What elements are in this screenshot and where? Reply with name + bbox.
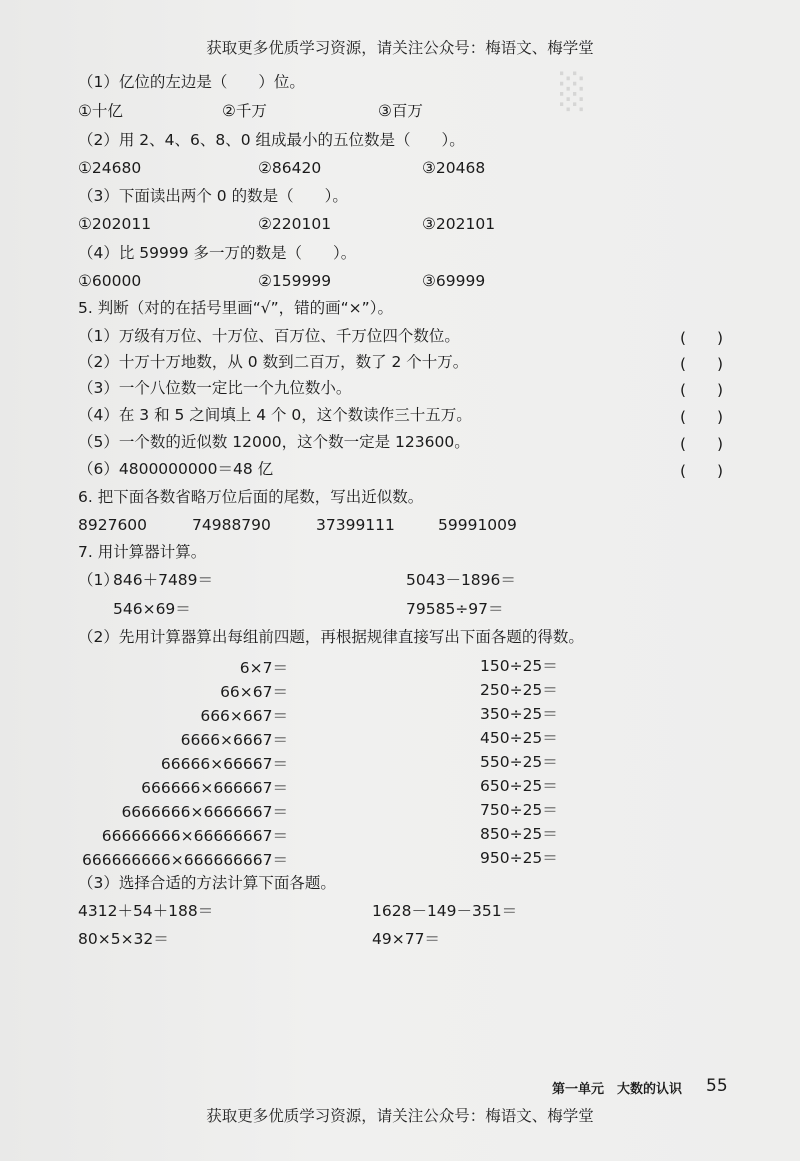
q4-3-option-a: ①202011 bbox=[78, 215, 152, 233]
q6-number-4: 59991009 bbox=[438, 516, 517, 534]
page-number: 55 bbox=[706, 1076, 728, 1096]
show-through-heading: ░ bbox=[560, 72, 587, 112]
q4-2-option-a: ①24680 bbox=[78, 159, 142, 177]
q7-title: 7. 用计算器计算。 bbox=[78, 543, 207, 561]
q4-4-option-b: ②159999 bbox=[258, 272, 332, 290]
q5-title: 5. 判断（对的在括号里画“√”，错的画“×”）。 bbox=[78, 299, 393, 317]
q4-1-stem: （1）亿位的左边是（ ）位。 bbox=[78, 73, 305, 91]
q7-3-expr-4: 49×77＝ bbox=[372, 930, 440, 948]
q5-answer-blank-5[interactable]: ( ) bbox=[680, 435, 724, 453]
q7-2-right-1: 150÷25＝ bbox=[480, 657, 558, 675]
q4-3-stem: （3）下面读出两个 0 的数是（ ）。 bbox=[78, 187, 348, 205]
q7-2-left-9: 666666666×666666667＝ bbox=[82, 851, 288, 869]
q7-2-right-2: 250÷25＝ bbox=[480, 681, 558, 699]
q7-2-left-7: 6666666×6666667＝ bbox=[121, 803, 288, 821]
q5-answer-blank-3[interactable]: ( ) bbox=[680, 381, 724, 399]
q7-3-expr-2: 1628－149－351＝ bbox=[372, 902, 518, 920]
q7-2-right-9: 950÷25＝ bbox=[480, 849, 558, 867]
q7-2-left-2: 66×67＝ bbox=[220, 683, 288, 701]
q5-answer-blank-6[interactable]: ( ) bbox=[680, 462, 724, 480]
q7-2-right-5: 550÷25＝ bbox=[480, 753, 558, 771]
q7-1-expr-2: 5043－1896＝ bbox=[406, 571, 516, 589]
q7-2-left-3: 666×667＝ bbox=[200, 707, 288, 725]
q4-2-option-c: ③20468 bbox=[422, 159, 486, 177]
q7-2-left-8: 66666666×66666667＝ bbox=[101, 827, 288, 845]
q4-4-stem: （4）比 59999 多一万的数是（ ）。 bbox=[78, 244, 357, 262]
q5-item-6: （6）4800000000＝48 亿 bbox=[78, 460, 274, 478]
q7-2-stem: （2）先用计算器算出每组前四题，再根据规律直接写出下面各题的得数。 bbox=[78, 628, 584, 646]
q4-2-option-b: ②86420 bbox=[258, 159, 322, 177]
q7-1-expr-3: 546×69＝ bbox=[113, 600, 191, 618]
q4-2-stem: （2）用 2、4、6、8、0 组成最小的五位数是（ ）。 bbox=[78, 131, 465, 149]
q6-number-1: 8927600 bbox=[78, 516, 148, 534]
q7-2-left-5: 66666×66667＝ bbox=[160, 755, 288, 773]
q6-number-3: 37399111 bbox=[316, 516, 395, 534]
q5-item-3: （3）一个八位数一定比一个九位数小。 bbox=[78, 379, 352, 397]
q4-4-option-c: ③69999 bbox=[422, 272, 486, 290]
q7-2-right-3: 350÷25＝ bbox=[480, 705, 558, 723]
q7-2-left-6: 666666×666667＝ bbox=[141, 779, 288, 797]
q7-2-left-4: 6666×6667＝ bbox=[180, 731, 288, 749]
top-watermark: 获取更多优质学习资源，请关注公众号：梅语文、梅学堂 bbox=[206, 39, 594, 57]
q7-2-right-7: 750÷25＝ bbox=[480, 801, 558, 819]
q4-3-option-b: ②220101 bbox=[258, 215, 332, 233]
q5-item-2: （2）十万十万地数，从 0 数到二百万，数了 2 个十万。 bbox=[78, 353, 469, 371]
q7-1-label: （1） bbox=[78, 571, 119, 589]
q7-3-expr-3: 80×5×32＝ bbox=[78, 930, 169, 948]
q4-1-option-a: ①十亿 bbox=[78, 102, 123, 120]
q5-item-4: （4）在 3 和 5 之间填上 4 个 0，这个数读作三十五万。 bbox=[78, 406, 472, 424]
q4-3-option-c: ③202101 bbox=[422, 215, 496, 233]
q7-2-right-8: 850÷25＝ bbox=[480, 825, 558, 843]
q7-2-left-1: 6×7＝ bbox=[239, 659, 288, 677]
q5-answer-blank-1[interactable]: ( ) bbox=[680, 329, 724, 347]
q4-4-option-a: ①60000 bbox=[78, 272, 142, 290]
q7-3-stem: （3）选择合适的方法计算下面各题。 bbox=[78, 874, 336, 892]
q5-item-1: （1）万级有万位、十万位、百万位、千万位四个数位。 bbox=[78, 327, 460, 345]
q7-1-expr-4: 79585÷97＝ bbox=[406, 600, 504, 618]
q5-answer-blank-4[interactable]: ( ) bbox=[680, 408, 724, 426]
q4-1-option-b: ②千万 bbox=[222, 102, 267, 120]
q4-1-option-c: ③百万 bbox=[378, 102, 423, 120]
q5-item-5: （5）一个数的近似数 12000，这个数一定是 123600。 bbox=[78, 433, 470, 451]
q6-title: 6. 把下面各数省略万位后面的尾数，写出近似数。 bbox=[78, 488, 424, 506]
q7-1-expr-1: 846＋7489＝ bbox=[113, 571, 214, 589]
footer-unit-title: 第一单元 大数的认识 bbox=[552, 1082, 683, 1097]
q6-number-2: 74988790 bbox=[192, 516, 271, 534]
q7-3-expr-1: 4312＋54＋188＝ bbox=[78, 902, 214, 920]
q7-2-right-4: 450÷25＝ bbox=[480, 729, 558, 747]
q5-answer-blank-2[interactable]: ( ) bbox=[680, 355, 724, 373]
bottom-watermark: 获取更多优质学习资源，请关注公众号：梅语文、梅学堂 bbox=[206, 1107, 594, 1125]
q7-2-right-6: 650÷25＝ bbox=[480, 777, 558, 795]
